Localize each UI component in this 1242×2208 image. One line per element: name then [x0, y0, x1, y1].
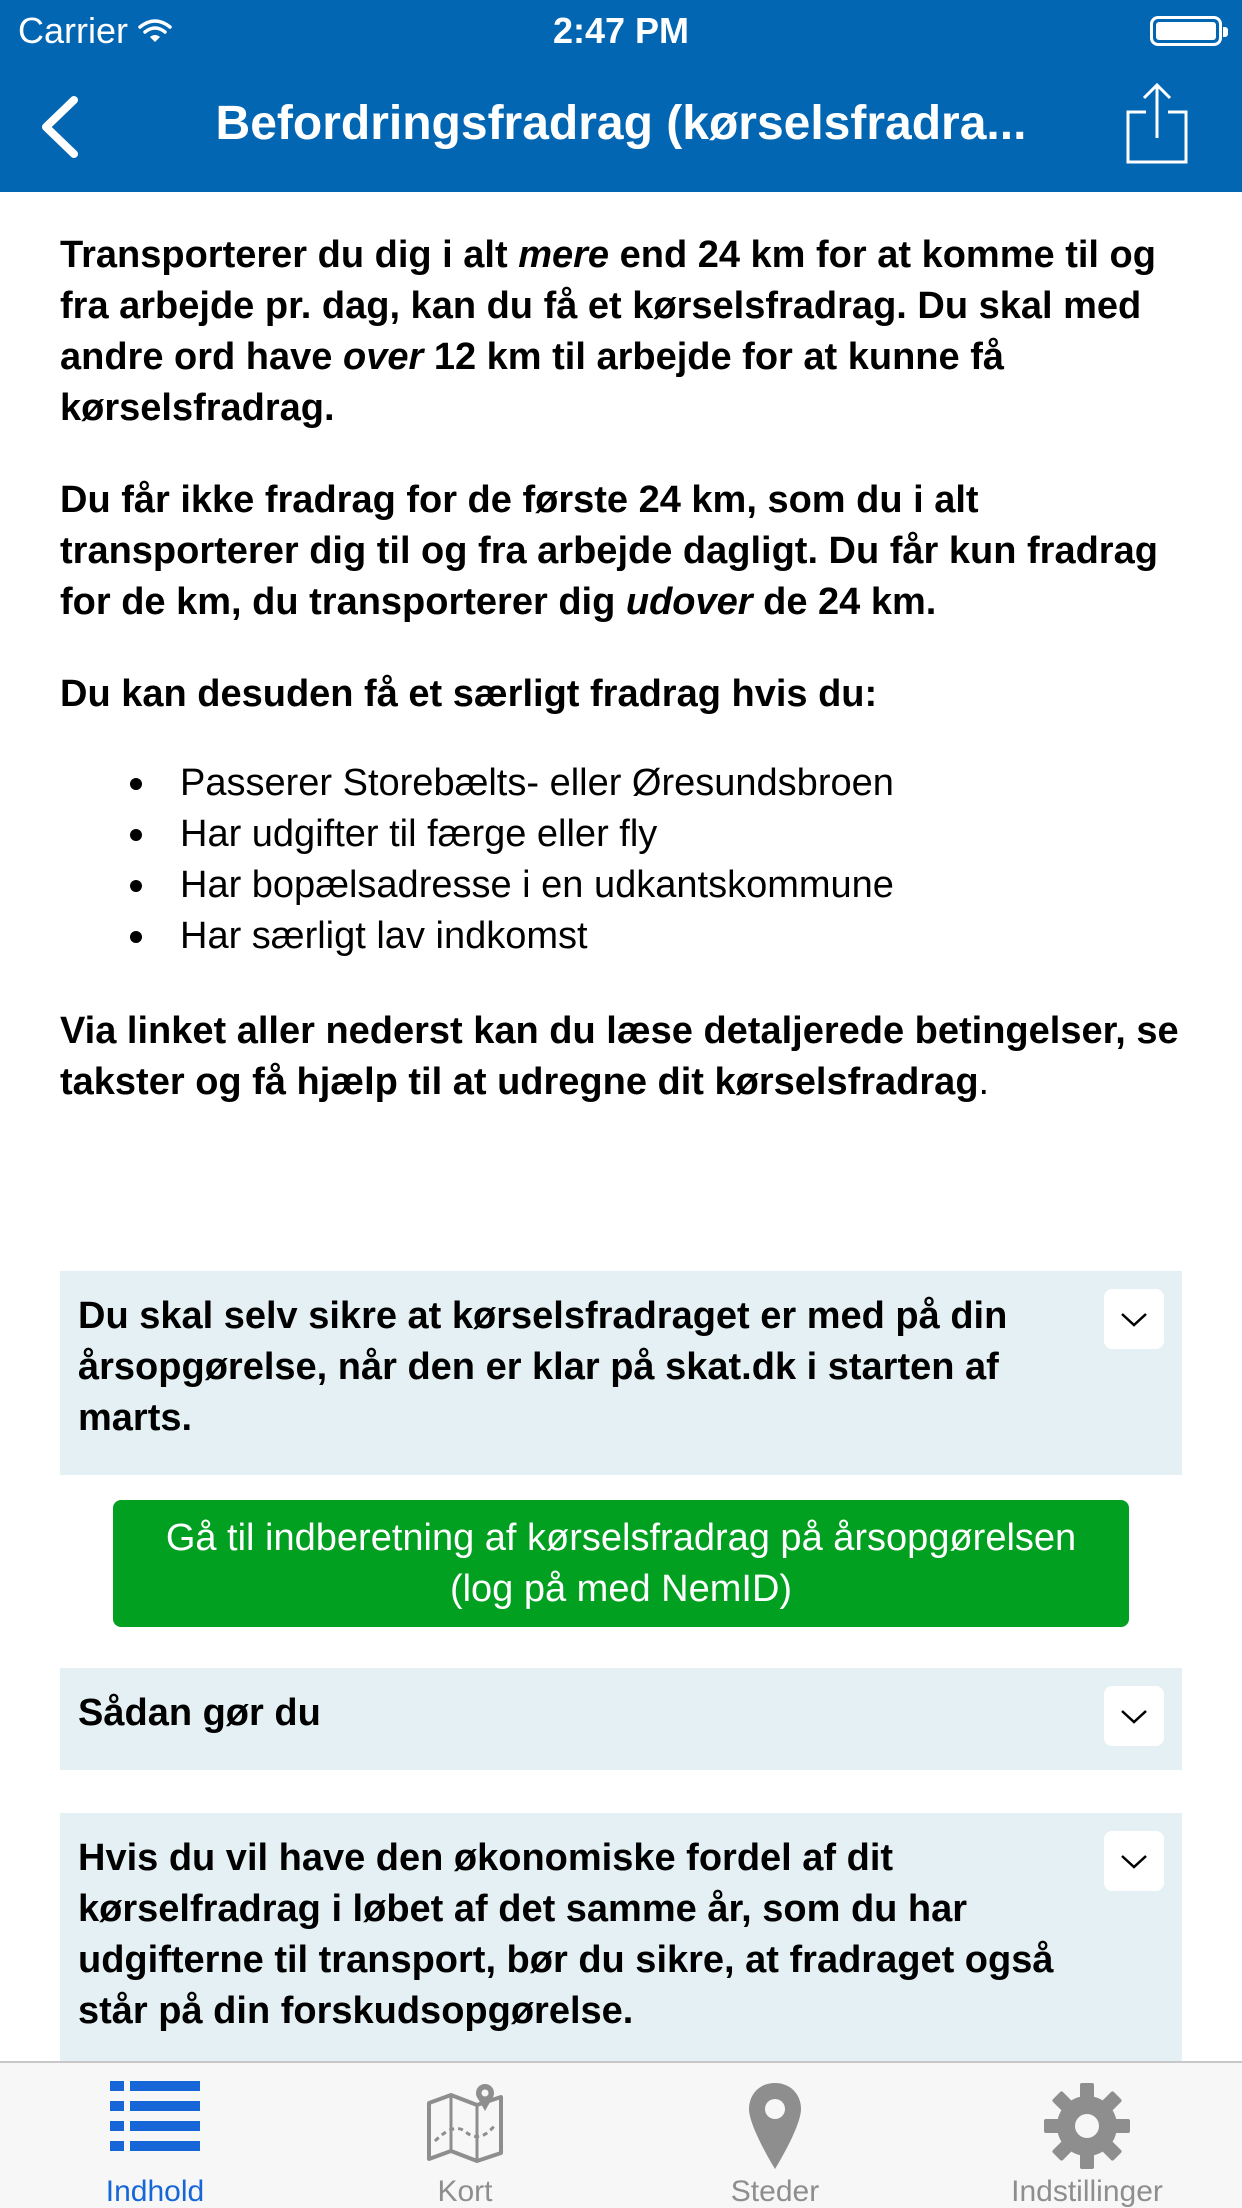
page-title: Befordringsfradrag (kørselsfradra...	[215, 97, 1027, 150]
map-icon	[425, 2081, 505, 2163]
accordion-annual-statement[interactable]	[60, 1271, 1182, 1475]
tab-indhold[interactable]	[0, 2063, 310, 2208]
paragraph-special: Du kan desuden få et særligt fradrag hvis du:	[60, 673, 878, 715]
gear-icon	[1042, 2081, 1132, 2171]
list-item: Har udgifter til færge eller fly	[130, 809, 1182, 860]
special-deduction-list	[130, 758, 1182, 962]
nav-bar	[0, 62, 1242, 192]
accordion-title: Du skal selv sikre at kørselsfradraget er med på din årsopgørelse, når den er klar på skat.dk i starten af marts.	[78, 1295, 1008, 1439]
paragraph-intro: Transporterer du dig i alt mere end 24 km for at komme til og fra arbejde pr. dag, kan du få et kørselsfradrag. Du skal med andre ord have over 12 km til arbejde for at kunne få kørselsfradrag.	[60, 234, 1156, 429]
chevron-down-icon	[1119, 1310, 1149, 1328]
report-deduction-button[interactable]	[113, 1500, 1129, 1627]
expand-button[interactable]	[1104, 1686, 1164, 1746]
list-icon	[110, 2081, 200, 2153]
battery-icon	[1150, 16, 1222, 46]
tab-steder[interactable]	[620, 2063, 930, 2208]
accordion-how-to[interactable]	[60, 1668, 1182, 1770]
carrier-label: Carrier	[18, 10, 129, 51]
tab-indstillinger[interactable]	[932, 2063, 1242, 2208]
paragraph-deduction: Du får ikke fradrag for de første 24 km, som du i alt transporterer dig til og fra arbejde dagligt. Du får kun fradrag for de km, du transporterer dig udover de 24 km.	[60, 479, 1158, 623]
tab-label: Indhold	[105, 2175, 205, 2208]
tab-bar	[0, 2061, 1242, 2208]
top-bar	[0, 0, 1242, 192]
location-pin-icon	[747, 2081, 803, 2171]
list-item: Har bopælsadresse i en udkantskommune	[130, 860, 1182, 911]
tab-label: Steder	[730, 2175, 820, 2208]
tab-label: Kort	[437, 2175, 493, 2208]
chevron-down-icon	[1119, 1707, 1149, 1725]
list-item: Passerer Storebælts- eller Øresundsbroen	[130, 758, 1182, 809]
back-chevron-icon[interactable]	[30, 92, 90, 162]
expand-button[interactable]	[1104, 1289, 1164, 1349]
article-content	[60, 230, 1182, 1149]
status-bar	[0, 0, 1242, 62]
accordion-title: Sådan gør du	[78, 1692, 321, 1734]
tab-label: Indstillinger	[1011, 2175, 1163, 2208]
tab-kort[interactable]	[310, 2063, 620, 2208]
share-icon[interactable]	[1124, 82, 1190, 166]
report-deduction-label: Gå til indberetning af kørselsfradrag på årsopgørelsen (log på med NemID)	[165, 1516, 1077, 1610]
list-item: Har særligt lav indkomst	[130, 911, 1182, 962]
paragraph-link-info: Via linket aller nederst kan du læse detaljerede betingelser, se takster og få hjælp til at udregne dit kørselsfradrag.	[60, 1010, 1179, 1103]
clock: 2:47 PM	[552, 10, 690, 51]
accordion-title: Hvis du vil have den økonomiske fordel af dit kørselfradrag i løbet af det samme år, som du har udgifterne til transport, bør du sikre, at fradraget også står på din forskudsopgørelse.	[78, 1837, 1054, 2032]
accordion-preliminary-statement[interactable]	[60, 1813, 1182, 2061]
expand-button[interactable]	[1104, 1831, 1164, 1891]
chevron-down-icon	[1119, 1852, 1149, 1870]
